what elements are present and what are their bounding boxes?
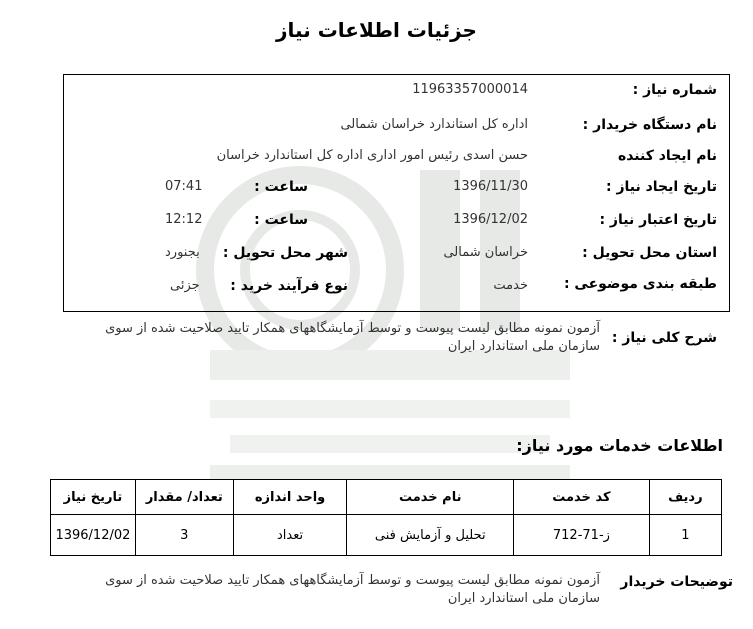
buyer-notes-label: توضیحات خریدار [620, 574, 733, 590]
cell-row-number: 1 [649, 515, 721, 556]
cell-unit: تعداد [233, 515, 347, 556]
general-description-text: آزمون نمونه مطابق لیست پیوست و توسط آزمایشگاههای همکار تایید صلاحیت شده از سوی سازمان ملی استاندارد ایران [105, 321, 600, 354]
created-date-label: تاریخ ایجاد نیاز : [605, 179, 717, 195]
process-type-value: جزئی [170, 278, 200, 293]
creator-label: نام ایجاد کننده [617, 148, 717, 164]
buyer-org-label: نام دستگاه خریدار : [582, 117, 717, 133]
col-header-unit: واحد اندازه [233, 480, 347, 515]
creator-value: حسن اسدی رئیس امور اداری اداره کل استاندارد خراسان [216, 148, 528, 163]
validity-time-label: ساعت : [254, 212, 308, 228]
col-header-need-date: تاریخ نیاز [51, 480, 136, 515]
col-header-service-code: کد خدمت [514, 480, 650, 515]
need-number-label: شماره نیاز : [632, 82, 717, 98]
created-date-value: 1396/11/30 [453, 179, 528, 194]
general-description-label: شرح کلی نیاز : [611, 330, 717, 346]
created-time-value: 07:41 [165, 179, 203, 194]
cell-quantity: 3 [135, 515, 233, 556]
table-row [51, 515, 722, 556]
validity-date-label: تاریخ اعتبار نیاز : [599, 212, 717, 228]
table-header-row [51, 480, 722, 515]
cell-service-name: تحلیل و آزمایش فنی [347, 515, 514, 556]
created-time-label: ساعت : [254, 179, 308, 195]
buyer-notes-text: آزمون نمونه مطابق لیست پیوست و توسط آزمایشگاههای همکار تایید صلاحیت شده از سوی سازمان ملی استاندارد ایران [105, 573, 600, 606]
delivery-city-value: بجنورد [165, 245, 200, 260]
cell-need-date: 1396/12/02 [51, 515, 136, 556]
delivery-province-label: استان محل تحویل : [582, 245, 717, 261]
cell-service-code: ز-71-712 [514, 515, 650, 556]
col-header-service-name: نام خدمت [347, 480, 514, 515]
buyer-org-value: اداره کل استاندارد خراسان شمالی [340, 117, 528, 132]
validity-date-value: 1396/12/02 [453, 212, 528, 227]
col-header-row-number: ردیف [649, 480, 721, 515]
services-table [50, 479, 722, 556]
process-type-label: نوع فرآیند خرید : [230, 278, 348, 294]
validity-time-value: 12:12 [165, 212, 203, 227]
col-header-quantity: تعداد/ مقدار [135, 480, 233, 515]
need-number-value: 11963357000014 [412, 82, 528, 97]
page-title: جزئیات اطلاعات نیاز [276, 18, 477, 42]
category-label: طبقه بندی موضوعی : [563, 276, 717, 292]
delivery-province-value: خراسان شمالی [443, 245, 528, 260]
delivery-city-label: شهر محل تحویل : [222, 245, 348, 261]
services-section-title: اطلاعات خدمات مورد نیاز: [516, 436, 723, 455]
category-value: خدمت [493, 278, 528, 293]
